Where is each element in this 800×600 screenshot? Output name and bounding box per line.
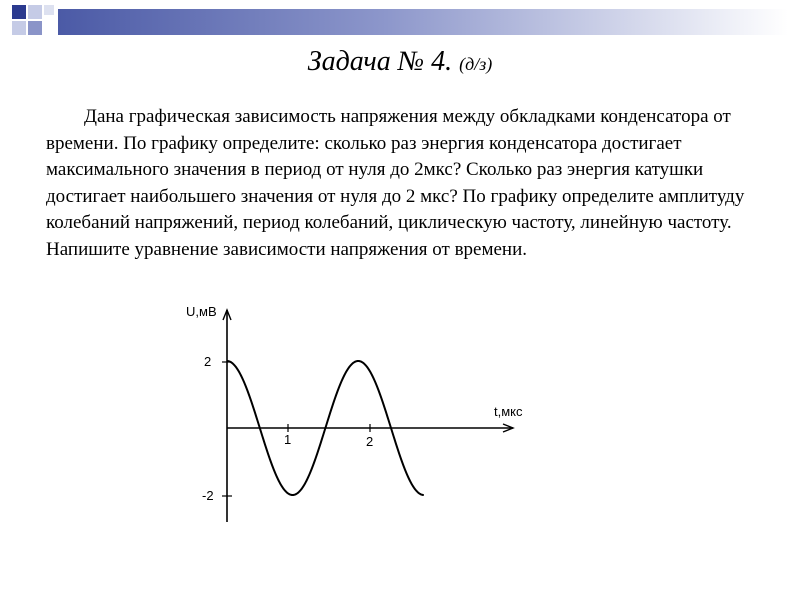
x-tick-label-1: 1 <box>284 432 292 447</box>
y-axis-label: U,мВ <box>186 304 217 319</box>
y-tick-label-2: 2 <box>204 354 212 369</box>
slide-title <box>0 46 800 78</box>
decorative-square <box>12 5 26 19</box>
x-tick-label-2: 2 <box>366 434 374 449</box>
title-suffix: (д/з) <box>459 54 493 74</box>
header-gradient-bar <box>58 9 788 35</box>
problem-text: Дана графическая зависимость напряжения между обкладками конденсатора от времени. По графику определите: сколько раз энергия конденсатора достигает максимального значения в период от нуля до 2мкс? Сколько раз энергия катушки достигает наибольшего значения от нуля до 2 мкс? По графику определите амплитуду колебаний напряжений, период колебаний, циклическую частоту, линейную частоту. Напишите уравнение зависимости напряжения от времени. <box>46 106 745 260</box>
x-axis-label: t,мкс <box>494 404 523 419</box>
title-main: Задача № 4. <box>307 46 453 77</box>
decorative-square <box>28 5 42 19</box>
voltage-time-graph <box>180 298 540 528</box>
decorative-square <box>12 21 26 35</box>
y-tick-label-minus-2: -2 <box>202 488 214 503</box>
decorative-square <box>44 5 54 15</box>
problem-text-block <box>46 104 758 263</box>
decorative-square <box>28 21 42 35</box>
